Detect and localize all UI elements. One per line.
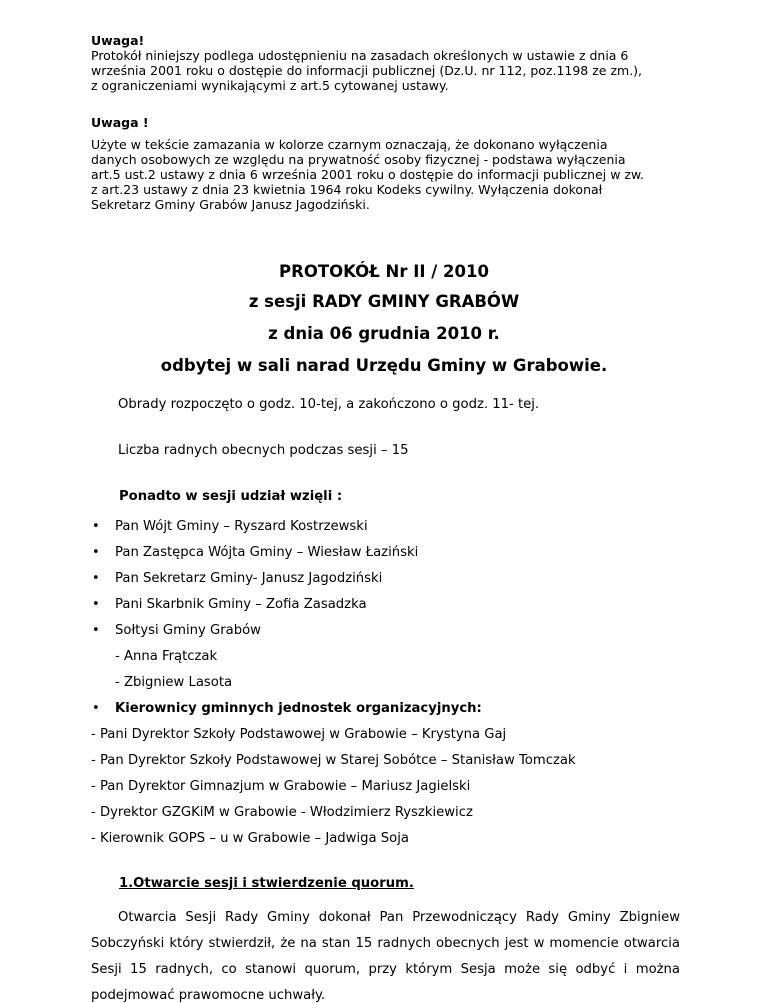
list-item: Pani Skarbnik Gminy – Zofia Zasadzka bbox=[115, 597, 367, 612]
attendance-count: Liczba radnych obecnych podczas sesji – 15 bbox=[118, 443, 409, 458]
notice-1-line: września 2001 roku o dostępie do informacji publicznej (Dz.U. nr 112, poz.1198 ze zm.), bbox=[91, 63, 643, 78]
bullet-icon: • bbox=[92, 701, 100, 716]
notice-2-line: Sekretarz Gminy Grabów Janusz Jagodziński. bbox=[91, 197, 370, 212]
notice-1-heading: Uwaga! bbox=[91, 33, 145, 48]
unit-item: - Kierownik GOPS – u w Grabowie – Jadwiga Soja bbox=[91, 831, 409, 846]
section-1-line: podejmować prawomocne uchwały. bbox=[91, 988, 326, 1003]
unit-item: - Dyrektor GZGKiM w Grabowie - Włodzimierz Ryszkiewicz bbox=[91, 805, 473, 820]
bullet-icon: • bbox=[92, 519, 100, 534]
section-1-line: Otwarcia Sesji Rady Gminy dokonał Pan Przewodniczący Rady Gminy Zbigniew bbox=[118, 910, 680, 925]
list-item: Pan Zastępca Wójta Gminy – Wiesław Łaziński bbox=[115, 545, 419, 560]
section-1-line: Sobczyński który stwierdził, że na stan 15 radnych obecnych jest w momencie otwarcia bbox=[91, 936, 680, 951]
notice-block-1 bbox=[91, 33, 691, 93]
notice-2-line: danych osobowych ze względu na prywatność osoby fizycznej - podstawa wyłączenia bbox=[91, 152, 626, 167]
section-1-line: Sesji 15 radnych, co stanowi quorum, przy którym Sesja może się odbyć i można bbox=[91, 962, 680, 977]
bullet-icon: • bbox=[92, 545, 100, 560]
session-name: z sesji RADY GMINY GRABÓW bbox=[248, 292, 520, 311]
notice-1-line: z ograniczeniami wynikającymi z art.5 cytowanej ustawy. bbox=[91, 78, 449, 93]
bullet-icon: • bbox=[92, 623, 100, 638]
unit-item: - Pan Dyrektor Gimnazjum w Grabowie – Mariusz Jagielski bbox=[91, 779, 471, 794]
notice-2-line: z art.23 ustawy z dnia 23 kwietnia 1964 roku Kodeks cywilny. Wyłączenia dokonał bbox=[91, 182, 603, 197]
notice-block-2 bbox=[91, 115, 691, 212]
soltys-item: - Zbigniew Lasota bbox=[115, 675, 233, 690]
notice-2-line: Użyte w tekście zamazania w kolorze czarnym oznaczają, że dokonano wyłączenia bbox=[91, 137, 608, 152]
list-item: Pan Wójt Gminy – Ryszard Kostrzewski bbox=[115, 519, 368, 534]
meeting-hours: Obrady rozpoczęto o godz. 10-tej, a zakończono o godz. 11- tej. bbox=[118, 397, 540, 412]
notice-2-heading: Uwaga ! bbox=[91, 115, 149, 130]
units-heading: Kierownicy gminnych jednostek organizacyjnych: bbox=[115, 701, 482, 716]
bullet-icon: • bbox=[92, 571, 100, 586]
session-date: z dnia 06 grudnia 2010 r. bbox=[268, 324, 500, 343]
notice-1-line: Protokół niniejszy podlega udostępnieniu na zasadach określonych w ustawie z dnia 6 bbox=[91, 48, 629, 63]
session-location: odbytej w sali narad Urzędu Gminy w Grabowie. bbox=[160, 356, 608, 375]
notice-2-line: art.5 ust.2 ustawy z dnia 6 września 2001 roku o dostępie do informacji publicznej w zw. bbox=[91, 167, 645, 182]
list-item: Pan Sekretarz Gminy- Janusz Jagodziński bbox=[115, 571, 383, 586]
soltys-item: - Anna Frątczak bbox=[115, 649, 218, 664]
unit-item: - Pani Dyrektor Szkoły Podstawowej w Grabowie – Krystyna Gaj bbox=[91, 727, 507, 742]
section-1-heading: 1.Otwarcie sesji i stwierdzenie quorum. bbox=[119, 876, 414, 891]
protocol-title: PROTOKÓŁ Nr II / 2010 bbox=[279, 262, 489, 281]
bullet-icon: • bbox=[92, 597, 100, 612]
unit-item: - Pan Dyrektor Szkoły Podstawowej w Starej Sobótce – Stanisław Tomczak bbox=[91, 753, 576, 768]
participants-heading: Ponadto w sesji udział wzięli : bbox=[119, 489, 343, 504]
list-item: Sołtysi Gminy Grabów bbox=[115, 623, 261, 638]
